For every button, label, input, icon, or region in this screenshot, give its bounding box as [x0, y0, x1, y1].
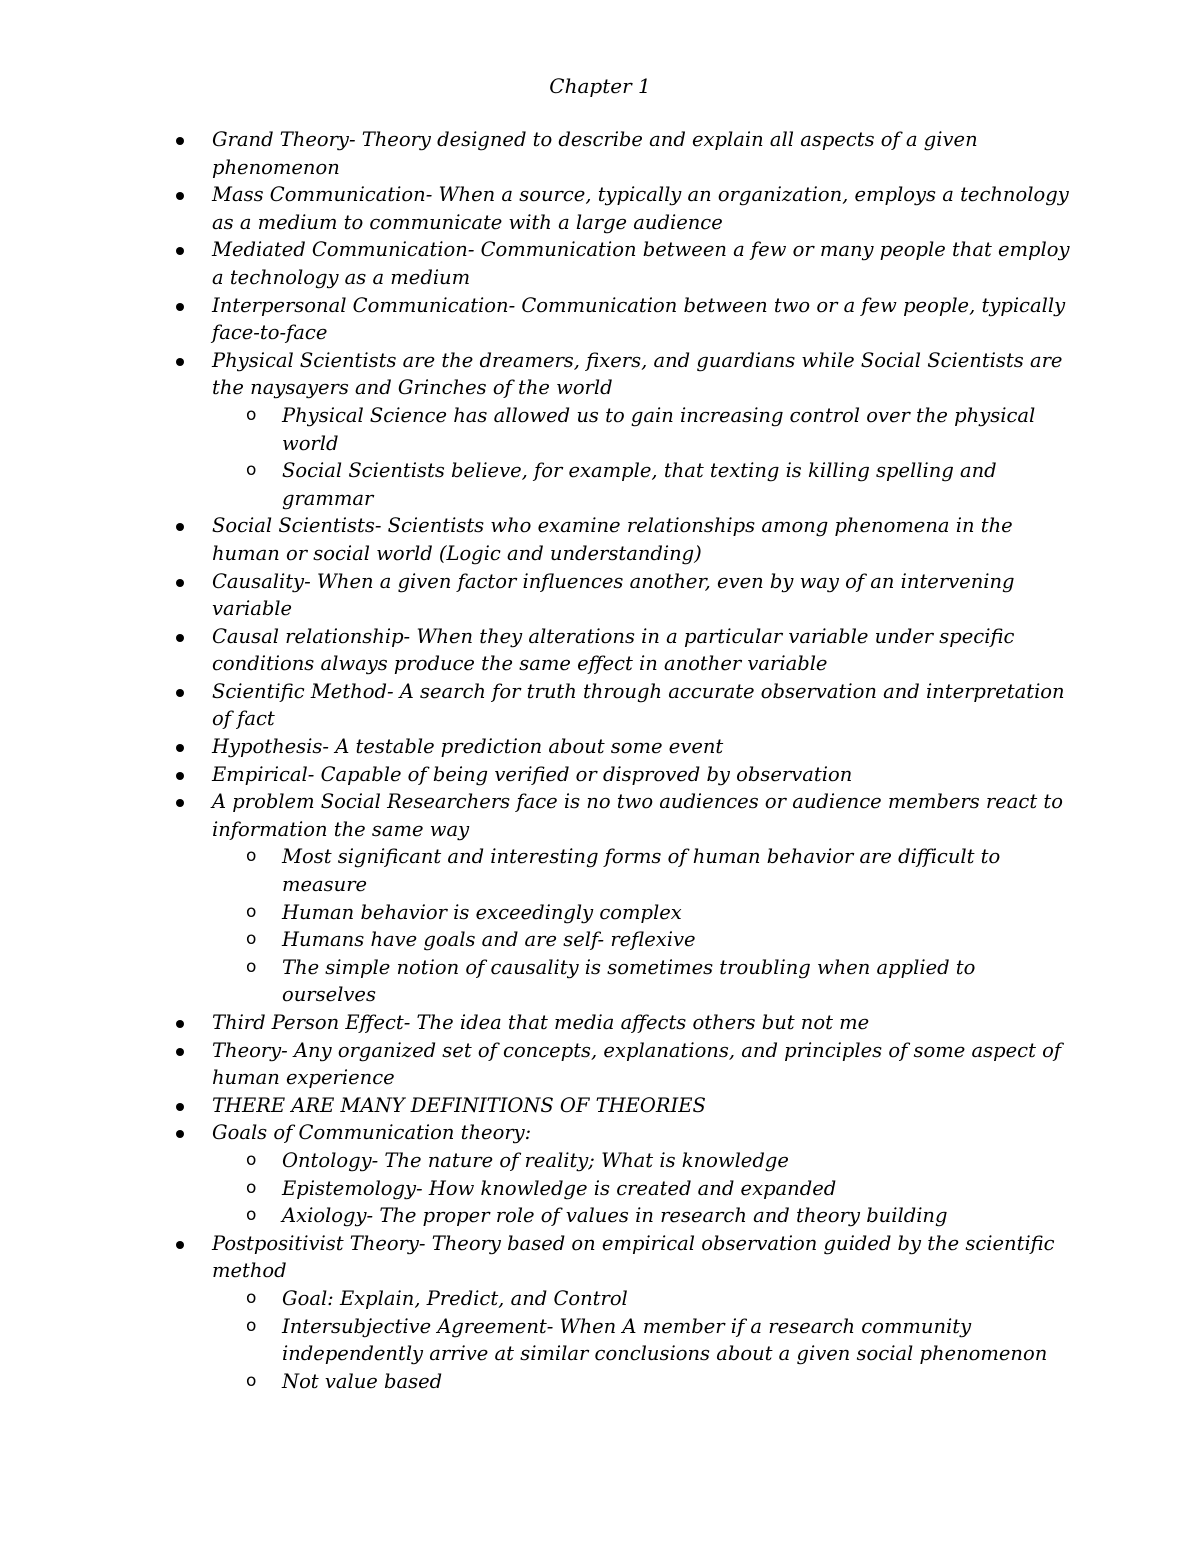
bullet-icon — [176, 799, 184, 807]
sub-bullet-icon: o — [246, 1177, 257, 1198]
list-item — [212, 292, 1070, 347]
sub-bullet-icon: o — [246, 1370, 257, 1391]
list-item-text: Mediated Communication- Communication between a few or many people that employ a technology as a medium — [212, 238, 1070, 289]
list-item-text: Grand Theory- Theory designed to describe and explain all aspects of a given phenomenon — [212, 128, 978, 179]
list-item — [212, 1009, 1070, 1037]
sub-bullet-icon: o — [246, 1149, 257, 1170]
sub-list-item — [246, 843, 1072, 898]
sub-list-item — [246, 926, 1072, 954]
sub-list-item — [246, 899, 1072, 927]
sub-list-item-text: Human behavior is exceedingly complex — [282, 900, 682, 924]
bullet-icon — [176, 772, 184, 780]
bullet-icon — [176, 1130, 184, 1138]
list-item-text: Hypothesis- A testable prediction about some event — [212, 735, 724, 759]
bullet-icon — [176, 358, 184, 366]
sub-list — [0, 843, 1070, 1009]
bullet-icon — [176, 1103, 184, 1111]
sub-list-item-text: Social Scientists believe, for example, that texting is killing spelling and grammar — [282, 459, 997, 510]
sub-list-item-text: Humans have goals and are self- reflexive — [282, 928, 696, 952]
bullet-icon — [176, 523, 184, 531]
list-item-text: Goals of Communication theory: — [212, 1121, 532, 1145]
sub-list — [0, 402, 1070, 512]
sub-list-item — [246, 1368, 1072, 1396]
list-item — [212, 126, 1070, 181]
list-item-text: Theory- Any organized set of concepts, explanations, and principles of some aspect of human experience — [212, 1038, 1062, 1090]
sub-list-item — [246, 1147, 1072, 1175]
bullet-icon — [176, 634, 184, 642]
list-item-text: Mass Communication- When a source, typically an organization, employs a technology as a medium to communicate with a large audience — [212, 183, 1069, 234]
list-item — [212, 1092, 1070, 1120]
list-item-text: Social Scientists- Scientists who examine relationships among phenomena in the human or social world (Logic and understanding) — [212, 514, 1013, 565]
list-item — [212, 512, 1070, 567]
sub-list-item-text: Physical Science has allowed us to gain increasing control over the physical world — [282, 403, 1036, 455]
sub-list-item — [246, 954, 1072, 1009]
page-title: Chapter 1 — [549, 74, 651, 98]
bullet-icon — [176, 192, 184, 200]
sub-list-item-text: Ontology- The nature of reality; What is knowledge — [282, 1148, 789, 1172]
sub-bullet-icon: o — [246, 901, 257, 922]
sub-list-item — [246, 1202, 1072, 1230]
list-item-text: Physical Scientists are the dreamers, fixers, and guardians while Social Scientists are the naysayers and Grinches of the world — [212, 348, 1063, 400]
sub-bullet-icon: o — [246, 956, 257, 977]
list-item-text: THERE ARE MANY DEFINITIONS OF THEORIES — [212, 1093, 706, 1117]
sub-bullet-icon: o — [246, 1315, 257, 1336]
list-item — [212, 568, 1070, 623]
sub-list-item — [246, 1175, 1072, 1203]
sub-list-item-text: Not value based — [282, 1369, 443, 1393]
bullet-icon — [176, 137, 184, 145]
list-item-text: Causal relationship- When they alterations in a particular variable under specific conditions always produce the same effect in another variable — [212, 624, 1015, 676]
sub-list — [0, 1285, 1070, 1395]
list-item-text: Postpositivist Theory- Theory based on empirical observation guided by the scientific method — [212, 1231, 1055, 1283]
sub-list-item-text: The simple notion of causality is sometimes troubling when applied to ourselves — [282, 955, 976, 1007]
bullet-icon — [176, 744, 184, 752]
list-item — [212, 733, 1070, 761]
bullet-icon — [176, 579, 184, 587]
list-item-text: Empirical- Capable of being verified or disproved by observation — [212, 762, 853, 786]
sub-list-item — [246, 457, 1072, 512]
list-item — [212, 1230, 1070, 1396]
sub-bullet-icon: o — [246, 1287, 257, 1308]
list-item — [212, 1037, 1070, 1092]
bullet-icon — [176, 1048, 184, 1056]
sub-list-item — [246, 1285, 1072, 1313]
bullet-icon — [176, 303, 184, 311]
list-item — [212, 236, 1070, 291]
sub-list — [0, 1147, 1070, 1230]
list-item — [212, 623, 1070, 678]
bullet-icon — [176, 247, 184, 255]
sub-list-item — [246, 402, 1072, 457]
sub-list-item-text: Intersubjective Agreement- When A member if a research community independently arrive at similar conclusions about a given social phenomenon — [282, 1314, 1048, 1366]
notes-list — [0, 126, 1200, 1395]
sub-list-item-text: Axiology- The proper role of values in research and theory building — [282, 1204, 948, 1228]
sub-bullet-icon: o — [246, 404, 257, 425]
list-item — [212, 347, 1070, 513]
bullet-icon — [176, 1241, 184, 1249]
sub-bullet-icon: o — [246, 846, 257, 867]
list-item — [212, 678, 1070, 733]
list-item-text: Interpersonal Communication- Communication between two or a few people, typically face-to-face — [212, 293, 1066, 345]
list-item-text: A problem Social Researchers face is no two audiences or audience members react to information the same way — [212, 790, 1063, 841]
sub-list-item-text: Epistemology- How knowledge is created and expanded — [282, 1176, 837, 1200]
list-item — [212, 1119, 1070, 1229]
bullet-icon — [176, 689, 184, 697]
sub-bullet-icon: o — [246, 929, 257, 950]
list-item-text: Causality- When a given factor influences another, even by way of an intervening variable — [212, 569, 1015, 621]
sub-list-item-text: Most significant and interesting forms of human behavior are difficult to measure — [282, 845, 1001, 897]
list-item-text: Third Person Effect- The idea that media affects others but not me — [212, 1011, 870, 1034]
list-item — [212, 788, 1070, 1009]
list-item-text: Scientific Method- A search for truth through accurate observation and interpretation of fact — [212, 679, 1065, 731]
list-item — [212, 181, 1070, 236]
sub-list-item — [246, 1313, 1072, 1368]
list-item — [212, 761, 1070, 789]
sub-bullet-icon: o — [246, 460, 257, 481]
bullet-icon — [176, 1020, 184, 1028]
sub-bullet-icon: o — [246, 1205, 257, 1226]
sub-list-item-text: Goal: Explain, Predict, and Control — [282, 1286, 628, 1310]
